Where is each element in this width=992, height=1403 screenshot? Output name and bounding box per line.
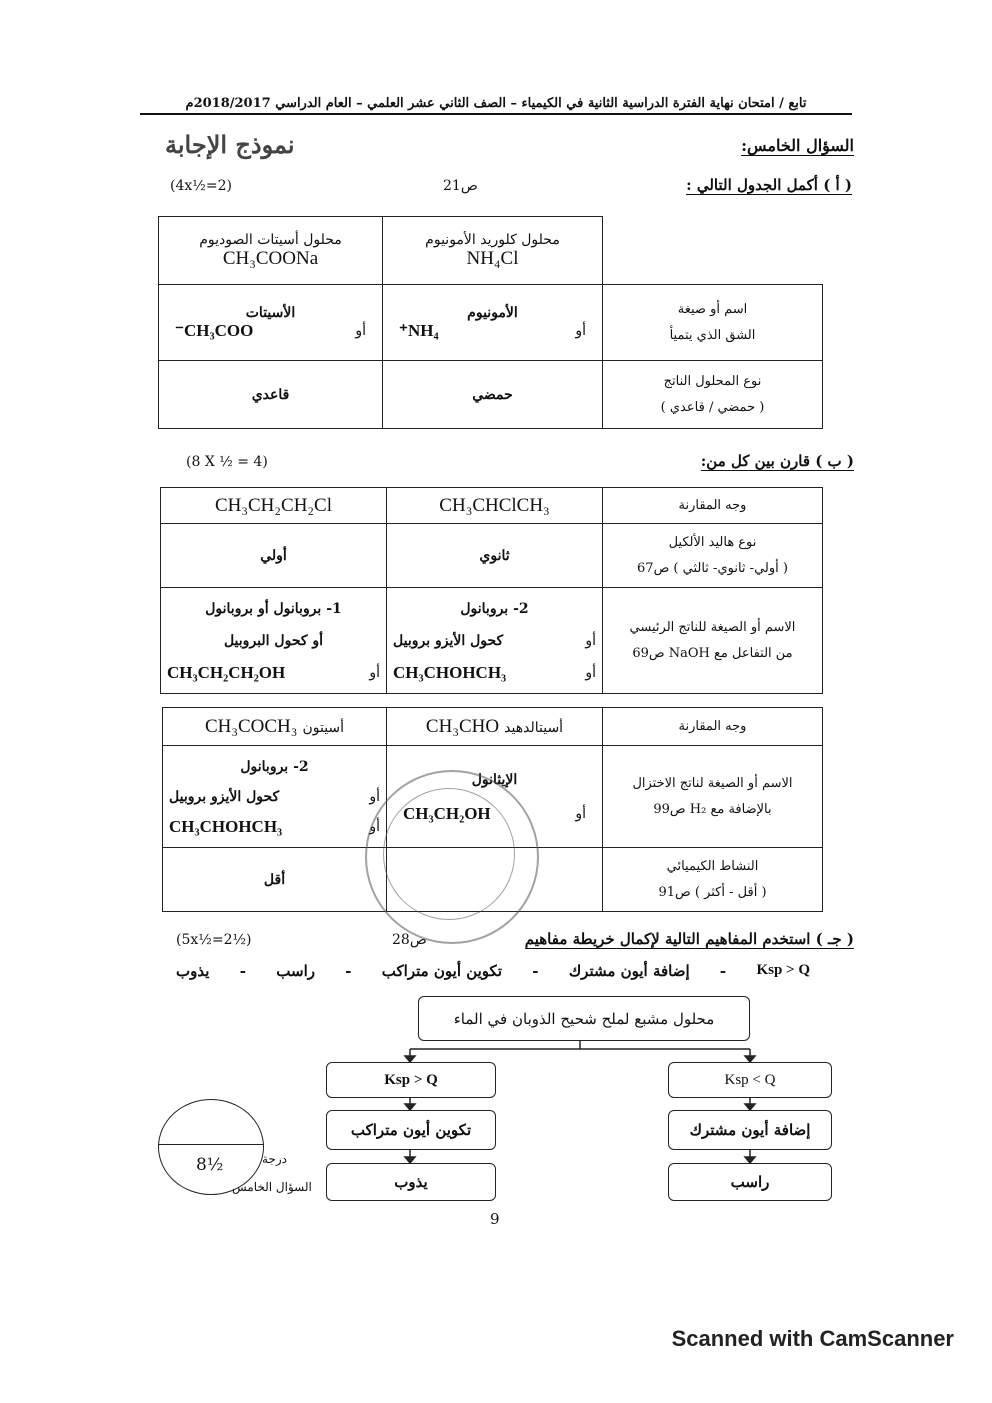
or-text: أو	[585, 664, 596, 681]
concept-item: إضافة أيون مشترك	[568, 962, 690, 980]
or-text: أو	[355, 322, 366, 339]
or-text: أو	[369, 788, 380, 805]
primary-halide-header: CH₃CH₂CH₂Cl	[161, 488, 387, 524]
page-number: 9	[490, 1210, 500, 1228]
left-ksp-box: Ksp > Q	[326, 1062, 496, 1098]
part-b-marks: (8 X ½ = 4)	[186, 454, 268, 470]
acetate-ion-formula: CH₃COO⁻	[175, 320, 254, 340]
or-text: أو	[369, 818, 380, 835]
complex-ion-box: تكوين أيون متراكب	[326, 1110, 496, 1150]
secondary-halide-header: CH₃CHClCH₃	[387, 488, 603, 524]
right-ksp-box: Ksp < Q	[668, 1062, 832, 1098]
primary-product-name: 1- بروبانول أو بروبانول	[205, 600, 342, 617]
ammonium-ion-formula: NH₄⁺	[399, 320, 439, 340]
row-label-line: ( حمضي / قاعدي )	[660, 399, 765, 415]
aldehyde-product-name: الإيثانول	[471, 771, 518, 788]
ketone-product-name: 2- بروبانول	[240, 758, 309, 775]
acetaldehyde-formula: CH₃CHO	[425, 715, 500, 737]
acetate-solution-type: قاعدي	[159, 361, 383, 429]
concept-separator: -	[532, 962, 539, 980]
acetate-formula: CH₃COONa	[222, 247, 319, 269]
acetone-formula: CH₃COCH₃	[204, 715, 298, 737]
row-label-line: ( أولي- ثانوي- ثالثي ) ص67	[637, 560, 788, 576]
concept-item: يذوب	[176, 962, 210, 980]
precipitate-box: راسب	[668, 1163, 832, 1201]
ammonium-ion-name: الأمونيوم	[467, 304, 518, 321]
ketone-product-alt: كحول الأيزو بروبيل	[169, 788, 280, 805]
row-label-line: الاسم أو الصيغة للناتج الرئيسي	[629, 619, 796, 635]
nh4cl-formula: NH₄Cl	[466, 247, 519, 269]
concept-separator: -	[345, 962, 352, 980]
part-a-marks: (4x½=2)	[170, 178, 232, 194]
nh4cl-solution-type: حمضي	[383, 361, 603, 429]
or-text: أو	[369, 664, 380, 681]
score-label: درجة	[262, 1152, 287, 1166]
concept-separator: -	[239, 962, 246, 980]
ketone-product-formula: CH₃CHOHCH₃	[169, 816, 283, 836]
primary-product-formula: CH₃CH₂CH₂OH	[167, 662, 286, 682]
part-c-marks: (5x½=2½)	[176, 932, 252, 948]
primary-product-alt: أو كحول البروبيل	[223, 632, 324, 649]
part-b-label: ( ب ) قارن بين كل من:	[700, 452, 854, 470]
concept-item: Ksp > Q	[756, 962, 810, 978]
secondary-product-name: 2- بروبانول	[460, 600, 529, 617]
primary-type: أولي	[161, 524, 387, 588]
row-label-line: اسم أو صيغة	[677, 301, 748, 317]
row-label-line: النشاط الكيميائي	[666, 858, 759, 874]
comparison-aspect-header: وجه المقارنة	[603, 708, 823, 746]
row-label-line: من التفاعل مع NaOH ص69	[632, 645, 793, 661]
row-label-line: الشق الذي يتميأ	[669, 327, 756, 343]
concept-separator: -	[719, 962, 727, 980]
part-c-label: ( جـ ) استخدم المفاهيم التالية لإكمال خريطة مفاهيم	[524, 930, 854, 948]
score-question-label: السؤال الخامس	[232, 1180, 312, 1194]
secondary-product-alt: كحول الأيزو بروبيل	[393, 632, 504, 649]
concept-item: راسب	[276, 962, 315, 980]
model-answer-title: نموذج الإجابة	[165, 130, 295, 159]
comparison-aspect-header: وجه المقارنة	[603, 488, 823, 524]
row-label-line: الاسم أو الصيغة لناتج الاختزال	[632, 775, 793, 791]
aldehyde-product-formula: CH₃CH₂OH	[403, 803, 491, 823]
page-header: تابع / امتحان نهاية الفترة الدراسية الثانية في الكيمياء – الصف الثاني عشر العلمي – العام الدراسي 2018/2017م	[140, 96, 852, 115]
or-text: أو	[575, 805, 586, 822]
acetone-name: أسيتون	[302, 719, 345, 736]
row-label-line: ( أقل - أكثر ) ص91	[658, 884, 767, 900]
or-text: أو	[575, 322, 586, 339]
acetaldehyde-name: أسيتالدهيد	[504, 719, 564, 736]
part-c-page-ref: ص28	[392, 932, 427, 948]
root-concept-box: محلول مشبع لملح شحيح الذوبان في الماء	[418, 996, 750, 1041]
row-label-line: نوع المحلول الناتج	[663, 373, 762, 389]
part-a-page-ref: ص21	[443, 178, 478, 194]
score-value: 8½	[196, 1155, 224, 1175]
part-a-label: ( أ ) أكمل الجدول التالي :	[686, 176, 852, 194]
score-divider	[158, 1144, 264, 1145]
row-label-line: نوع هاليد الألكيل	[668, 534, 757, 550]
secondary-product-formula: CH₃CHOHCH₃	[393, 662, 507, 682]
row-label-line: بالإضافة مع H₂ ص99	[653, 801, 772, 817]
question-title: السؤال الخامس:	[741, 136, 854, 155]
ketone-activity: أقل	[163, 848, 387, 912]
concept-item: تكوين أيون متراكب	[381, 962, 503, 980]
nh4cl-solution-name: محلول كلوريد الأمونيوم	[425, 231, 560, 248]
or-text: أو	[585, 632, 596, 649]
scanner-watermark: Scanned with CamScanner	[671, 1326, 954, 1351]
dissolves-box: يذوب	[326, 1163, 496, 1201]
acetate-ion-name: الأسيتات	[245, 304, 296, 321]
common-ion-box: إضافة أيون مشترك	[668, 1110, 832, 1150]
secondary-type: ثانوي	[387, 524, 603, 588]
acetate-solution-name: محلول أسيتات الصوديوم	[199, 231, 342, 248]
